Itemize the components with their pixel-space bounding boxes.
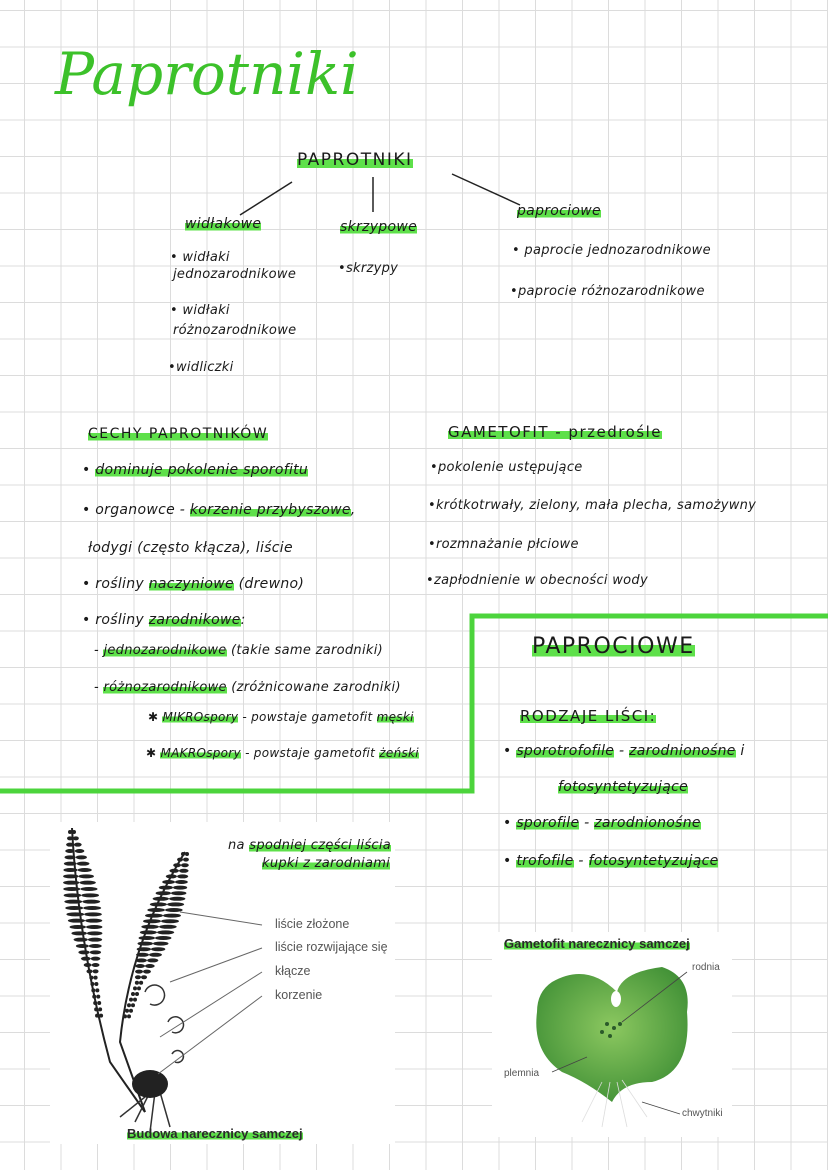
text: ✱	[148, 710, 163, 724]
fern-leaflet	[90, 950, 101, 954]
fern-leaflet	[93, 969, 99, 973]
highlight: zarodnionośne	[594, 815, 701, 831]
fern-leaflet	[75, 849, 85, 853]
highlight: zarodnionośne	[629, 743, 736, 759]
fern-leaflet	[177, 858, 183, 862]
fern-leaflet	[93, 976, 97, 980]
fern-leaflet	[95, 1014, 99, 1018]
fern-leaflet	[78, 868, 92, 872]
fern-leaflet	[98, 1007, 102, 1011]
fern-leaflet	[94, 1007, 98, 1011]
page-title: Paprotniki	[55, 40, 359, 108]
fern-leaflet	[135, 964, 145, 968]
fern-leaflet	[140, 930, 157, 934]
fern-leaflet	[66, 912, 84, 916]
fern-leaflet	[173, 886, 187, 890]
fern-leaflet	[177, 874, 188, 878]
fern-leaflet	[151, 947, 165, 951]
fern-leaflet	[175, 880, 188, 884]
fern-leaflet	[173, 863, 181, 867]
fern-leaflet	[147, 908, 165, 912]
fern-leaflet	[181, 852, 185, 856]
fern-leaflet	[162, 880, 175, 884]
fern-leaflet	[87, 931, 102, 935]
fern-leaflet	[65, 849, 75, 853]
fern-leaflet	[138, 942, 153, 946]
highlight: MAKROspory	[160, 746, 241, 760]
fern-leaflet	[125, 1009, 129, 1013]
highlight: MIKROspory	[162, 710, 239, 724]
fern-leaflet	[89, 944, 102, 948]
fern-leaflet	[145, 914, 163, 918]
fern-leaflet	[161, 919, 179, 923]
list-item: •rozmnażanie płciowe	[428, 537, 579, 552]
fern-leaflet	[133, 998, 137, 1002]
fern-leaflet	[159, 925, 177, 929]
fern-leaflet	[127, 1003, 131, 1007]
fern-leaflet	[83, 906, 101, 910]
fern-leaflet	[86, 925, 102, 929]
fern-leaflet	[153, 897, 169, 901]
gametofit-caption: Gametofit narecznicy samczej	[504, 936, 690, 951]
fern-leaflet	[185, 852, 189, 856]
fern-leaflet	[71, 931, 86, 935]
fern-leaflet	[143, 970, 151, 974]
fern-leaflet	[137, 947, 151, 951]
text: -	[579, 815, 595, 831]
fern-leaflet	[89, 976, 93, 980]
fern-leaflet	[77, 862, 90, 866]
fern-caption: Budowa narecznicy samczej	[127, 1126, 303, 1141]
fern-label: liście rozwijające się	[275, 940, 388, 954]
fern-leaflet	[183, 858, 189, 862]
text: - powstaje gametofit	[240, 746, 380, 760]
gametofit-label: rodnia	[692, 962, 720, 973]
highlight: różnozarodnikowe	[103, 680, 227, 695]
fern-leaflet	[72, 830, 76, 834]
fern-leaflet	[159, 886, 173, 890]
fern-leaflet	[81, 957, 91, 961]
list-item: •krótkotrwały, zielony, mała plecha, samożywny	[428, 498, 757, 513]
fern-leaflet	[66, 843, 74, 847]
fern-leaflet	[139, 936, 155, 940]
fern-leaflet	[143, 919, 161, 923]
fern-leaflet	[99, 1014, 103, 1018]
text: -	[94, 680, 104, 695]
fern-leaflet	[74, 843, 82, 847]
fern-leaflet	[63, 881, 79, 885]
fern-leaflet	[94, 982, 98, 986]
fern-leaflet	[65, 906, 83, 910]
fern-leaflet	[63, 868, 77, 872]
highlight: sporofile	[516, 815, 580, 831]
fern-leaflet	[92, 963, 100, 967]
fern-leaflet	[97, 1001, 101, 1005]
fern-leaflet	[90, 982, 94, 986]
fern-label: liście złożone	[275, 917, 350, 931]
text: (takie same zarodniki)	[226, 643, 383, 658]
fern-leaflet	[131, 992, 135, 996]
fern-leaflet	[64, 900, 82, 904]
fern-leaflet	[137, 986, 141, 990]
gametofit-label: chwytniki	[682, 1108, 723, 1119]
fern-leaflet	[63, 887, 80, 891]
fern-label: korzenie	[275, 988, 323, 1002]
fern-leaflet	[64, 862, 77, 866]
gametofit-label: plemnia	[504, 1068, 540, 1079]
fern-leaflet	[91, 988, 95, 992]
fern-leaflet	[133, 986, 137, 990]
fern-leaflet	[169, 869, 179, 873]
branch-label: skrzypowe	[340, 219, 418, 235]
fern-leaflet	[166, 874, 177, 878]
text: (drewno)	[233, 576, 305, 592]
list-item: •paprocie różnozarodnikowe	[510, 284, 705, 299]
fern-leaflet	[135, 970, 143, 974]
fern-leaflet	[64, 855, 75, 859]
list-item: •widliczki	[168, 360, 234, 375]
highlight: trofofile	[516, 853, 574, 869]
fern-leaflet	[64, 893, 82, 897]
text: -	[94, 643, 104, 658]
fern-leaflet	[78, 950, 89, 954]
text: • rośliny	[82, 612, 149, 628]
fern-leaflet	[85, 919, 102, 923]
highlight: żeński	[379, 746, 419, 760]
list-item: • widłaki	[170, 250, 230, 265]
fern-leaflet	[70, 925, 86, 929]
text: na	[228, 838, 250, 853]
fern-leaflet	[169, 897, 185, 901]
text: (zróżnicowane zarodniki)	[226, 680, 401, 695]
fern-leaflet	[145, 964, 155, 968]
list-item: dominuje pokolenie sporofitu	[95, 462, 309, 478]
fern-leaflet	[135, 981, 139, 985]
text: -	[614, 743, 630, 759]
fern-leaflet	[96, 995, 100, 999]
list-item: •pokolenie ustępujące	[430, 460, 583, 475]
fern-leaflet	[179, 869, 189, 873]
fern-leaflet	[135, 975, 141, 979]
fern-leaflet	[93, 1001, 97, 1005]
list-item: różnozarodnikowe	[173, 323, 297, 338]
fern-leaflet	[136, 958, 147, 962]
text: • rośliny	[82, 576, 149, 592]
fern-leaflet	[76, 855, 87, 859]
fern-leaflet	[92, 995, 96, 999]
fern-leaflet	[165, 908, 183, 912]
fern-leaflet	[73, 836, 79, 840]
fern-leaflet	[63, 874, 78, 878]
text: • organowce -	[82, 502, 190, 518]
text: - powstaje gametofit	[238, 710, 377, 724]
fern-leaflet	[86, 969, 92, 973]
fern-leaflet	[127, 1014, 131, 1018]
tree-root: PAPROTNIKI	[297, 150, 413, 170]
list-item: • widłaki	[170, 303, 230, 318]
highlight: męski	[376, 710, 414, 724]
fern-leaflet	[135, 992, 139, 996]
fern-leaflet	[153, 942, 168, 946]
fern-leaflet	[131, 1003, 135, 1007]
fern-leaflet	[156, 891, 171, 895]
list-item: •skrzypy	[338, 261, 399, 276]
fern-leaflet	[171, 891, 186, 895]
fern-leaflet	[81, 893, 99, 897]
list-item: •zapłodnienie w obecności wody	[426, 573, 648, 588]
fern-leaflet	[79, 881, 95, 885]
fern-leaflet	[80, 887, 97, 891]
highlight: naczyniowe	[148, 576, 234, 592]
cechy-heading: CECHY PAPROTNIKÓW	[88, 426, 269, 442]
fern-leaflet	[139, 981, 143, 985]
fern-leaflet	[95, 988, 99, 992]
fern-leaflet	[123, 1014, 127, 1018]
fern-leaflet	[163, 914, 181, 918]
fern-leaflet	[136, 953, 149, 957]
gametofit-illustration	[492, 932, 732, 1137]
fern-leaflet	[67, 836, 73, 840]
paprociowe-heading: PAPROCIOWE	[532, 634, 695, 659]
fern-leaflet	[79, 874, 94, 878]
fern-leaflet	[84, 912, 102, 916]
fern-leaflet	[181, 863, 189, 867]
fern-leaflet	[74, 938, 88, 942]
fern-leaflet	[141, 925, 159, 929]
highlight: zarodnikowe	[148, 612, 241, 628]
fern-leaflet	[157, 930, 174, 934]
highlight: spodniej części liścia	[249, 838, 392, 853]
highlight: fotosyntetyzujące	[558, 779, 688, 795]
fern-leaflet	[82, 900, 100, 904]
highlight: sporotrofofile	[516, 743, 615, 759]
fern-leaflet	[167, 902, 184, 906]
text: i	[735, 743, 745, 759]
tree-line	[240, 182, 292, 215]
fern-leaflet	[150, 902, 167, 906]
fern-leaflet	[68, 919, 85, 923]
fern-leaflet	[68, 830, 72, 834]
highlight: jednozarodnikowe	[103, 643, 227, 658]
rodzaje-heading: RODZAJE LIŚCI:	[520, 707, 657, 725]
fern-leaflet	[129, 998, 133, 1002]
fern-leaflet	[84, 963, 92, 967]
list-item: jednozarodnikowe	[173, 267, 297, 282]
fern-label: kłącze	[275, 964, 311, 978]
branch-label: widłakowe	[185, 216, 262, 232]
gametofit-heading: GAMETOFIT - przedrośle	[448, 423, 662, 441]
text: ✱	[146, 746, 161, 760]
fern-leaflet	[88, 938, 102, 942]
note-text: kupki z zarodniami	[262, 856, 391, 871]
fern-leaflet	[129, 1009, 133, 1013]
branch-label: paprociowe	[517, 203, 601, 219]
list-item: • paprocie jednozarodnikowe	[512, 243, 711, 258]
fern-leaflet	[91, 957, 101, 961]
text: -	[573, 853, 589, 869]
list-item: łodygi (często kłącza), liście	[88, 540, 293, 556]
fern-leaflet	[76, 944, 89, 948]
fern-leaflet	[147, 958, 158, 962]
fern-leaflet	[141, 975, 147, 979]
tree-line	[452, 174, 520, 205]
highlight: fotosyntetyzujące	[588, 853, 719, 869]
fern-leaflet	[155, 936, 171, 940]
fern-leaflet	[149, 953, 162, 957]
highlight: korzenie przybyszowe	[189, 502, 351, 518]
